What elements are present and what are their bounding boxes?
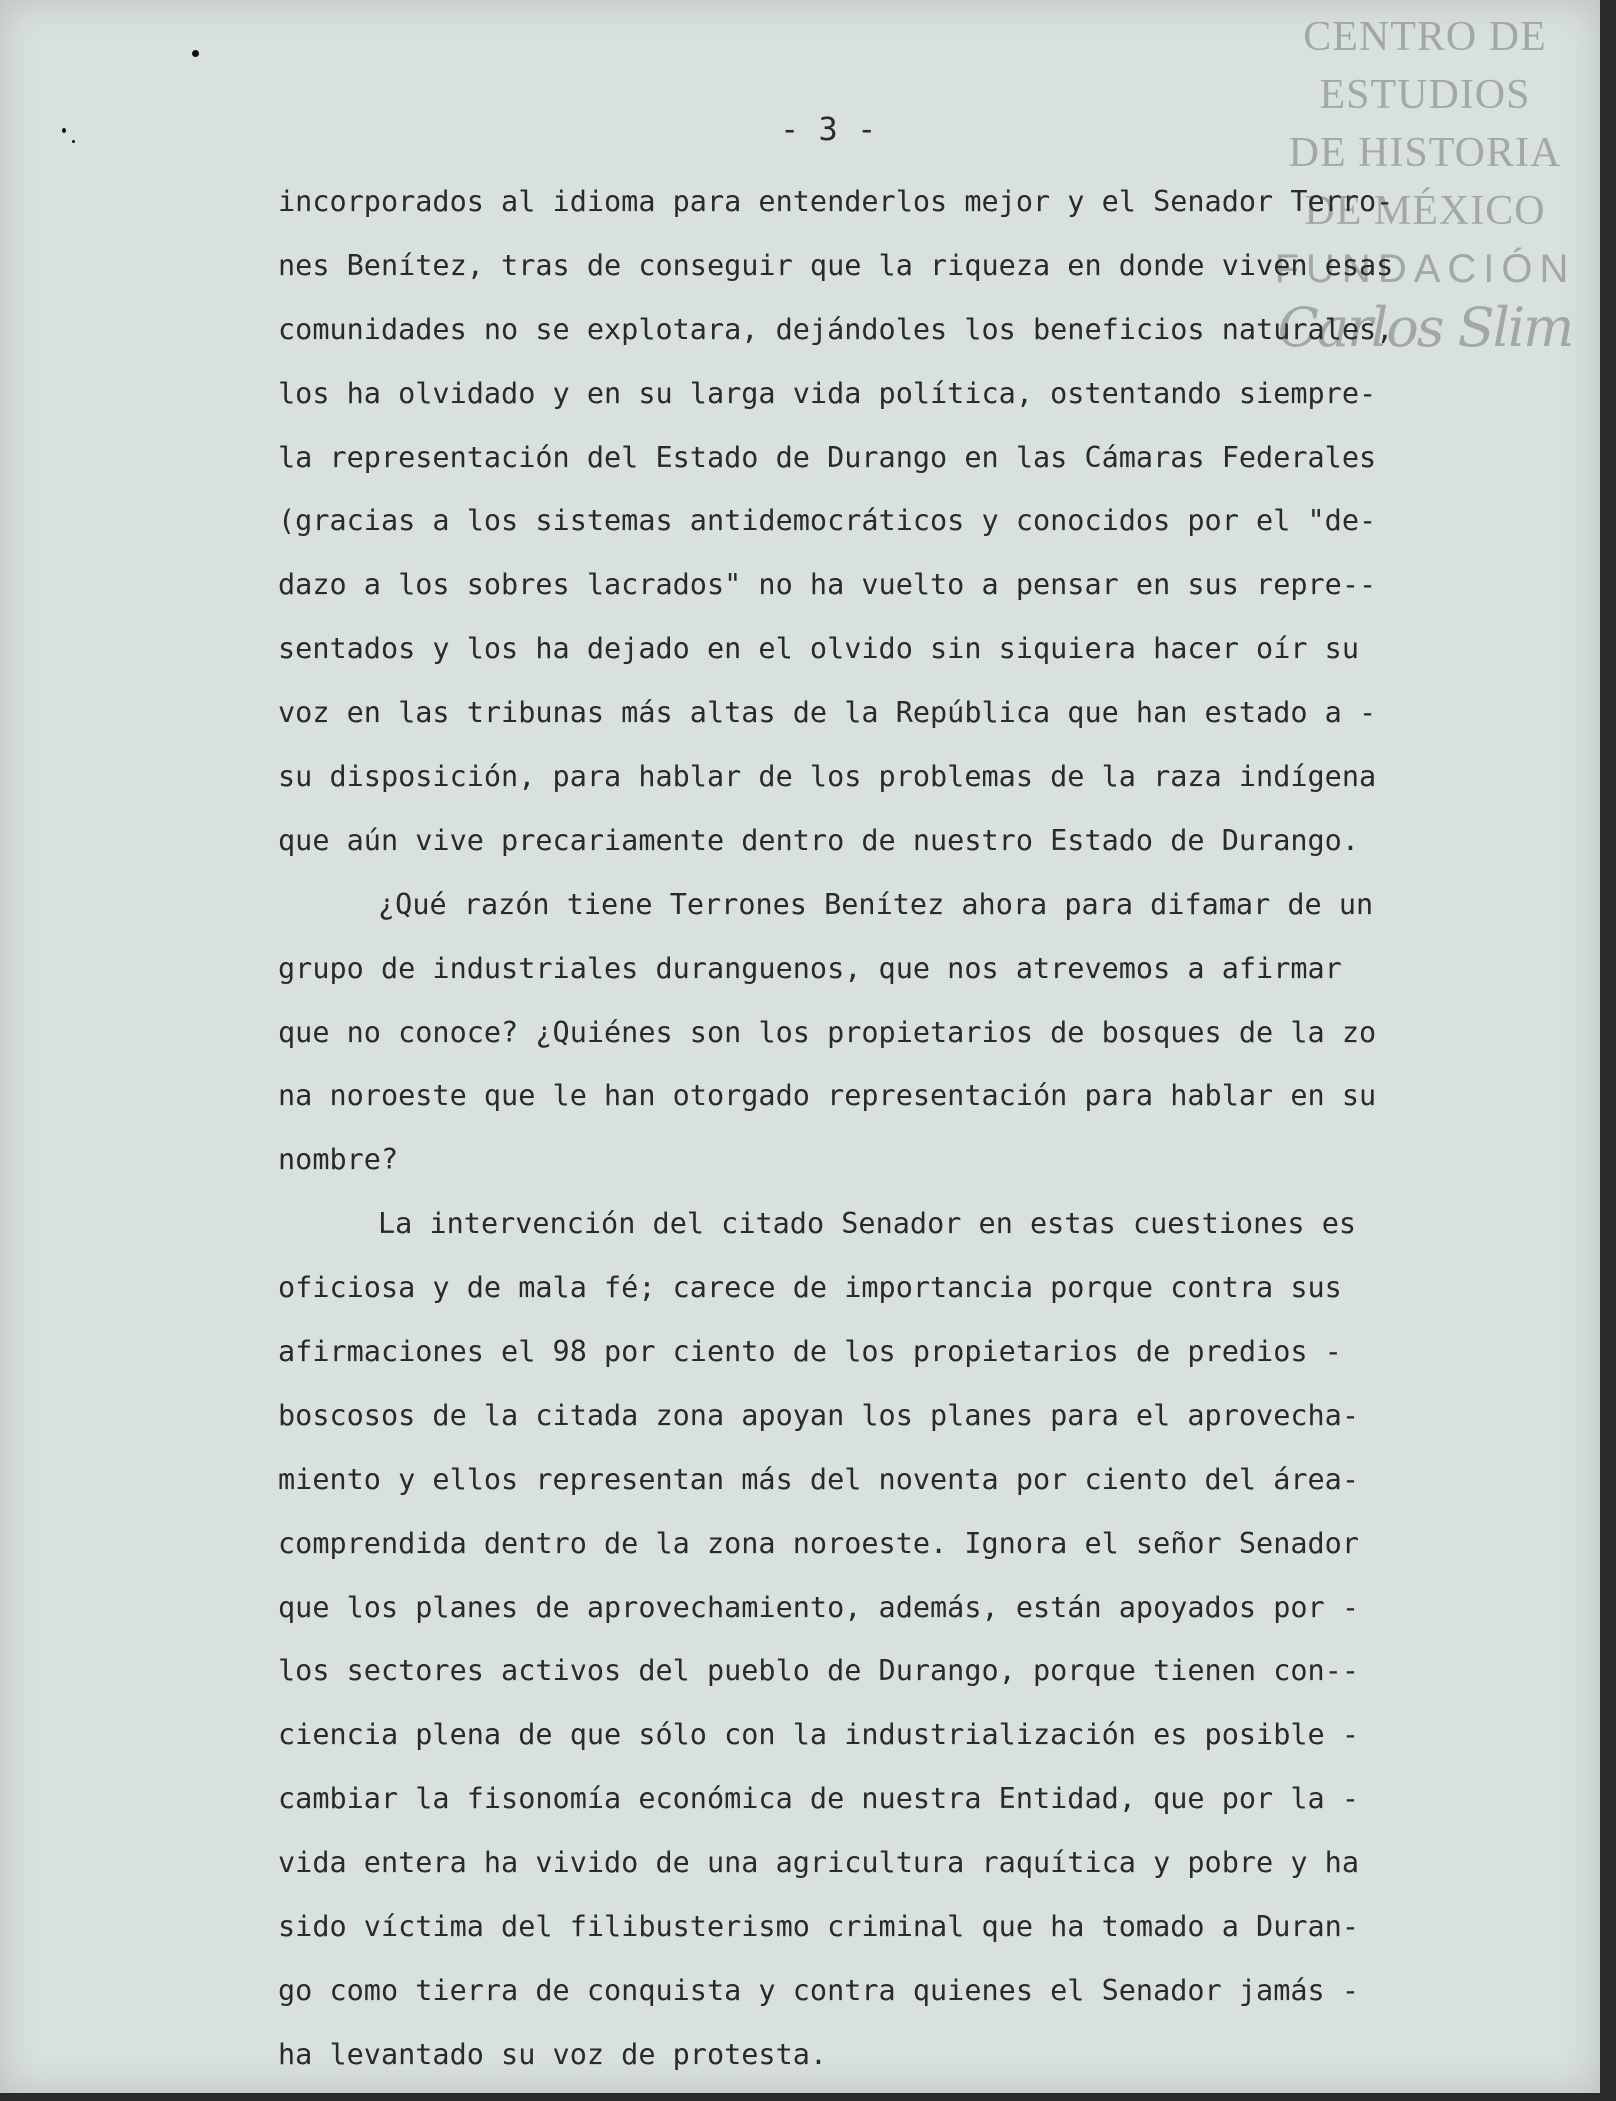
text-line: comunidades no se explotara, dejándoles los beneficios naturales, [278,312,1394,346]
text-line: cambiar la fisonomía económica de nuestra Entidad, que por la - [278,1782,1359,1816]
ink-speck [62,128,66,133]
text-line: na noroeste que le han otorgado representación para hablar en su [278,1079,1377,1113]
text-line: grupo de industriales duranguenos, que nos atrevemos a afirmar [278,951,1342,985]
text-line: los ha olvidado y en su larga vida política, ostentando siempre- [278,376,1377,410]
watermark-line: DE MÉXICO [1304,188,1546,234]
text-line: que aún vive precariamente dentro de nuestro Estado de Durango. [278,823,1359,857]
text-line: los sectores activos del pueblo de Durango, porque tienen con-- [278,1654,1359,1688]
text-line: (gracias a los sistemas antidemocráticos y conocidos por el "de- [278,504,1377,538]
watermark-line: CENTRO DE [1303,14,1547,60]
ink-speck [72,140,75,143]
text-line: voz en las tribunas más altas de la República que han estado a - [278,696,1377,730]
watermark-signature: Carlos Slim [1277,296,1573,359]
text-line: nombre? [278,1143,399,1177]
text-line: afirmaciones el 98 por ciento de los propietarios de predios - [278,1335,1342,1369]
paragraph-start-line: ¿Qué razón tiene Terrones Benítez ahora para difamar de un [378,887,1374,921]
watermark-line: DE HISTORIA [1288,130,1562,176]
text-line: incorporados al idioma para entenderlos mejor y el Senador Terro- [278,185,1394,218]
text-line: comprendida dentro de la zona noroeste. Ignora el señor Senador [278,1526,1359,1560]
text-line: nes Benítez, tras de conseguir que la riqueza en donde viven esas [278,248,1394,282]
watermark-line: ESTUDIOS [1319,72,1531,118]
text-line: ha levantado su voz de protesta. [278,2037,828,2071]
text-line: go como tierra de conquista y contra quienes el Senador jamás - [278,1973,1359,2007]
text-line: vida entera ha vivido de una agricultura raquítica y pobre y ha [278,1846,1359,1880]
text-line: boscosos de la citada zona apoyan los planes para el aprovecha- [278,1398,1359,1432]
page-number: - 3 - [780,110,877,148]
text-line: que los planes de aprovechamiento, además, están apoyados por - [278,1590,1359,1624]
text-line: su disposición, para hablar de los problemas de la raza indígena [278,760,1377,794]
watermark-line: FUNDACIÓN [1274,247,1576,291]
text-line: la representación del Estado de Durango en las Cámaras Federales [278,440,1377,474]
text-line: ciencia plena de que sólo con la industrialización es posible - [278,1718,1359,1752]
text-line: sentados y los ha dejado en el olvido sin siquiera hacer oír su [278,632,1359,666]
typed-text-body [278,170,1518,2087]
text-line: miento y ellos representan más del noventa por ciento del área- [278,1462,1359,1496]
text-line: dazo a los sobres lacrados" no ha vuelto a pensar en sus repre-- [278,568,1377,602]
text-line: sido víctima del filibusterismo criminal que ha tomado a Duran- [278,1910,1359,1944]
text-line: oficiosa y de mala fé; carece de importancia porque contra sus [278,1271,1342,1305]
paragraph-start-line: La intervención del citado Senador en estas cuestiones es [378,1207,1357,1241]
text-line: que no conoce? ¿Quiénes son los propietarios de bosques de la zo [278,1015,1377,1049]
ink-speck [192,50,199,57]
